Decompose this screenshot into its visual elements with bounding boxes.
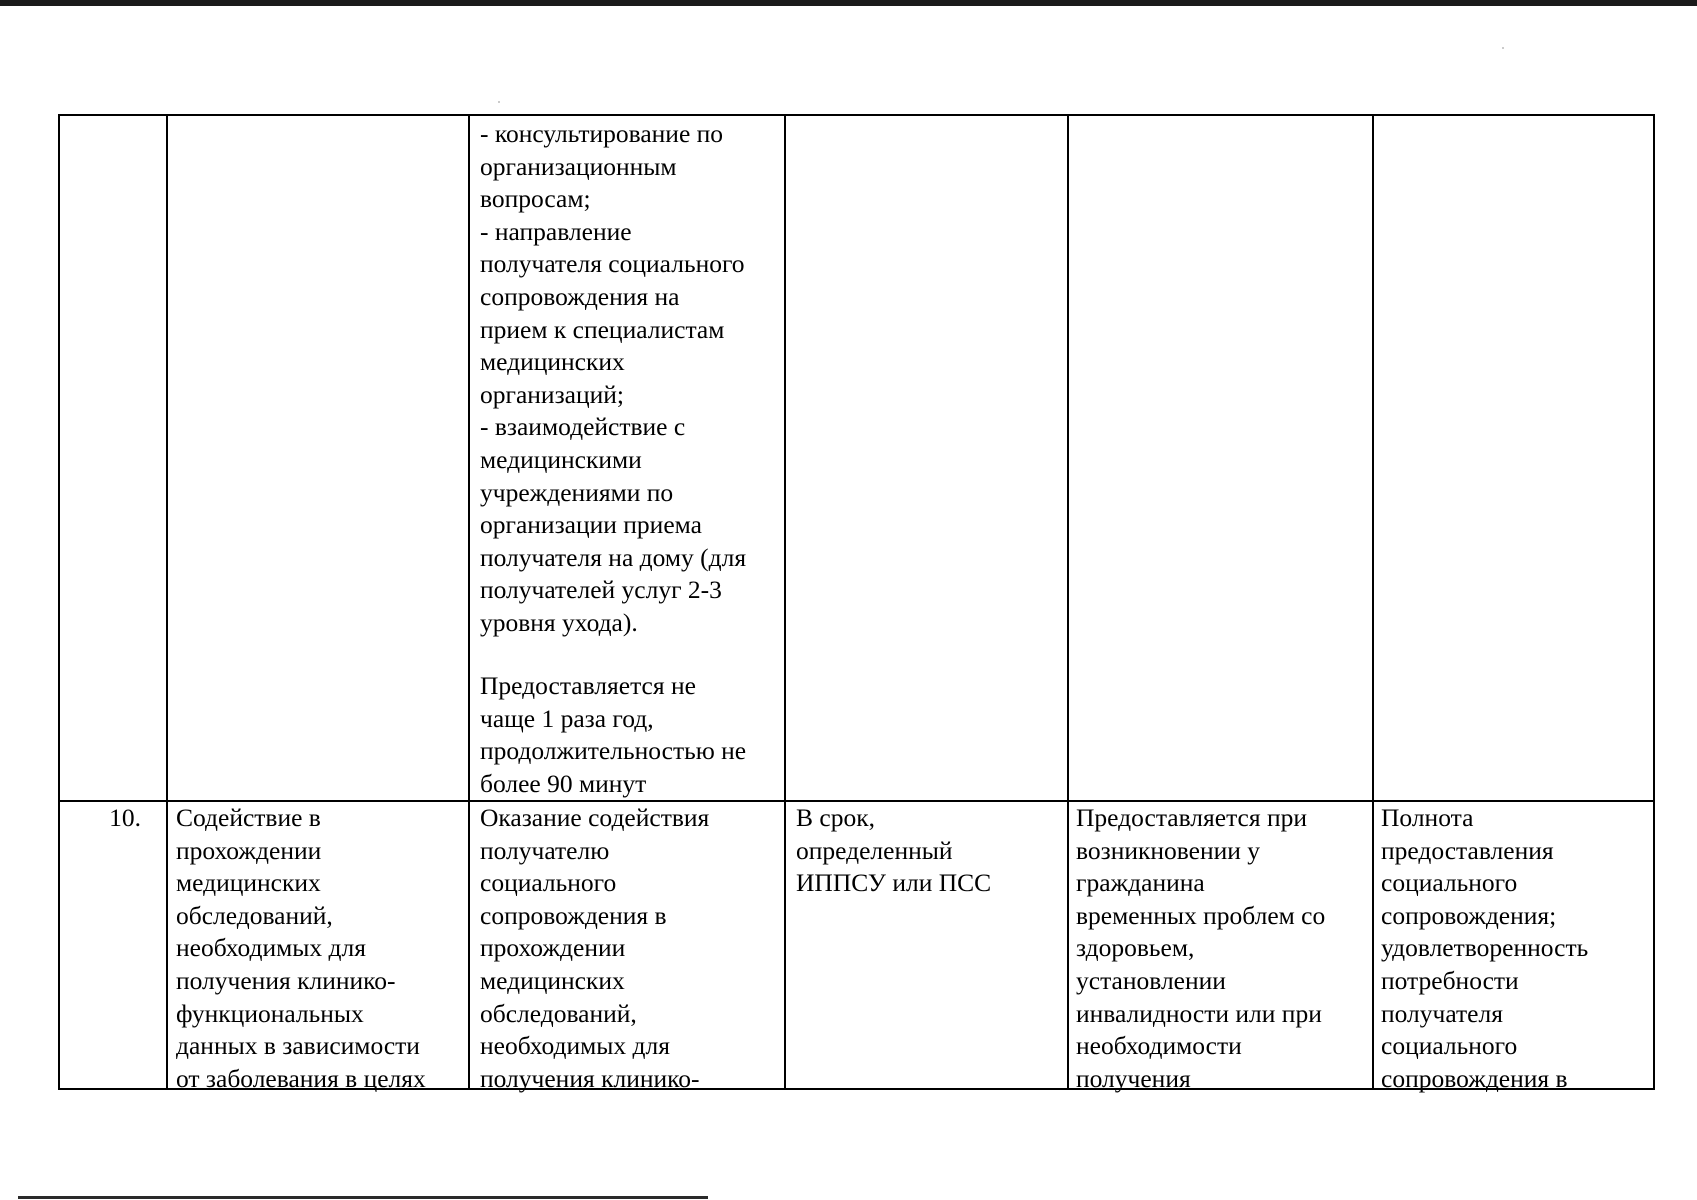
- row-10-number: 10.: [109, 803, 141, 832]
- row-10-condition: Предоставляется при возникновении у гражданина временных проблем со здоровьем, установлении инвалидности или при необходимости получения: [1076, 803, 1326, 1093]
- scan-speck: [498, 101, 500, 103]
- row-10-quality-criteria: Полнота предоставления социального сопровождения; удовлетворенность потребности получателя социального сопровождения в: [1381, 803, 1589, 1093]
- column-divider: [1372, 116, 1374, 1088]
- row-10-service-name: Содействие в прохождении медицинских обследований, необходимых для получения клинико- функциональных данных в зависимости от заболевания в целях: [176, 803, 426, 1093]
- column-divider: [784, 116, 786, 1088]
- continued-row-description: - консультирование по организационным вопросам; - направление получателя социального сопровождения на прием к специалистам медицинских организаций; - взаимодействие с медицинскими учреждениями по организации приема получателя на дому (для получателей услуг 2-3 уровня ухода).: [480, 119, 747, 637]
- column-divider: [468, 116, 470, 1088]
- scan-top-edge: [0, 0, 1697, 6]
- scan-speck: [1502, 47, 1504, 49]
- services-table: [58, 114, 1655, 1093]
- column-divider: [166, 116, 168, 1088]
- continued-row-frequency: Предоставляется не чаще 1 раза год, продолжительностью не более 90 минут: [480, 671, 747, 798]
- scan-bottom-edge: [18, 1196, 708, 1199]
- row-10-term: В срок, определенный ИППСУ или ПСС: [796, 803, 992, 898]
- row-10-service-description: Оказание содействия получателю социального сопровождения в прохождении медицинских обследований, необходимых для получения клинико-: [480, 803, 710, 1093]
- column-divider: [1067, 116, 1069, 1088]
